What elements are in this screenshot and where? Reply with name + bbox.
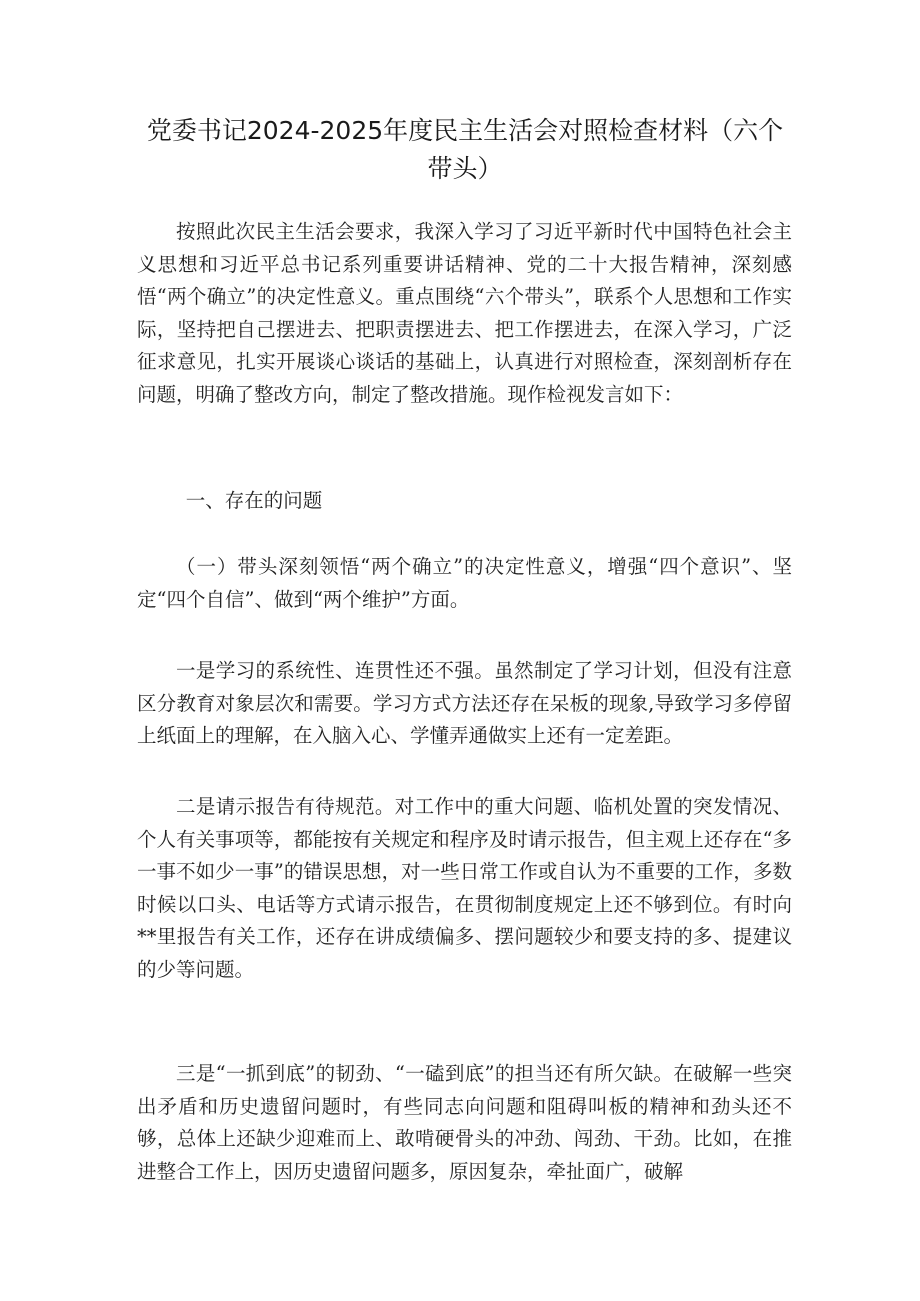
intro-paragraph: 按照此次民主生活会要求，我深入学习了习近平新时代中国特色社会主义思想和习近平总书记系列重要讲话精神、党的二十大报告精神，深刻感悟“两个确立”的决定性意义。重点围绕“六个带头”，联系个人思想和工作实际，坚持把自己摆进去、把职责摆进去、把工作摆进去，在深入学习，广泛征求意见，扎实开展谈心谈话的基础上，认真进行对照检查，深刻剖析存在问题，明确了整改方向，制定了整改措施。现作检视发言如下： [137, 220, 792, 406]
subsection-heading-one: （一）带头深刻领悟“两个确立”的决定性意义，增强“四个意识”、坚定“四个自信”、做到“两个维护”方面。 [137, 555, 792, 611]
paragraph-point-one: 一是学习的系统性、连贯性还不强。虽然制定了学习计划，但没有注意区分教育对象层次和需要。学习方式方法还存在呆板的现象,导致学习多停留上纸面上的理解，在入脑入心、学懂弄通做实上还有一定差距。 [137, 659, 792, 747]
document-title: 党委书记2024-2025年度民主生活会对照检查材料（六个带头） [146, 116, 784, 183]
paragraph-point-two: 二是请示报告有待规范。对工作中的重大问题、临机处置的突发情况、个人有关事项等，都能按有关规定和程序及时请示报告，但主观上还存在“多一事不如少一事”的错误思想，对一些日常工作或自认为不重要的工作，多数时候以口头、电话等方式请示报告，在贯彻制度规定上还不够到位。有时向**里报告有关工作，还存在讲成绩偏多、摆问题较少和要支持的多、提建议的少等问题。 [137, 795, 792, 981]
section-heading-problems: 一、存在的问题 [185, 489, 323, 512]
paragraph-point-three: 三是“一抓到底”的韧劲、“一磕到底”的担当还有所欠缺。在破解一些突出矛盾和历史遗留问题时，有些同志向问题和阻碍叫板的精神和劲头还不够，总体上还缺少迎难而上、敢啃硬骨头的冲劲、闯劲、干劲。比如，在推进整合工作上，因历史遗留问题多，原因复杂，牵扯面广，破解 [137, 1062, 792, 1183]
